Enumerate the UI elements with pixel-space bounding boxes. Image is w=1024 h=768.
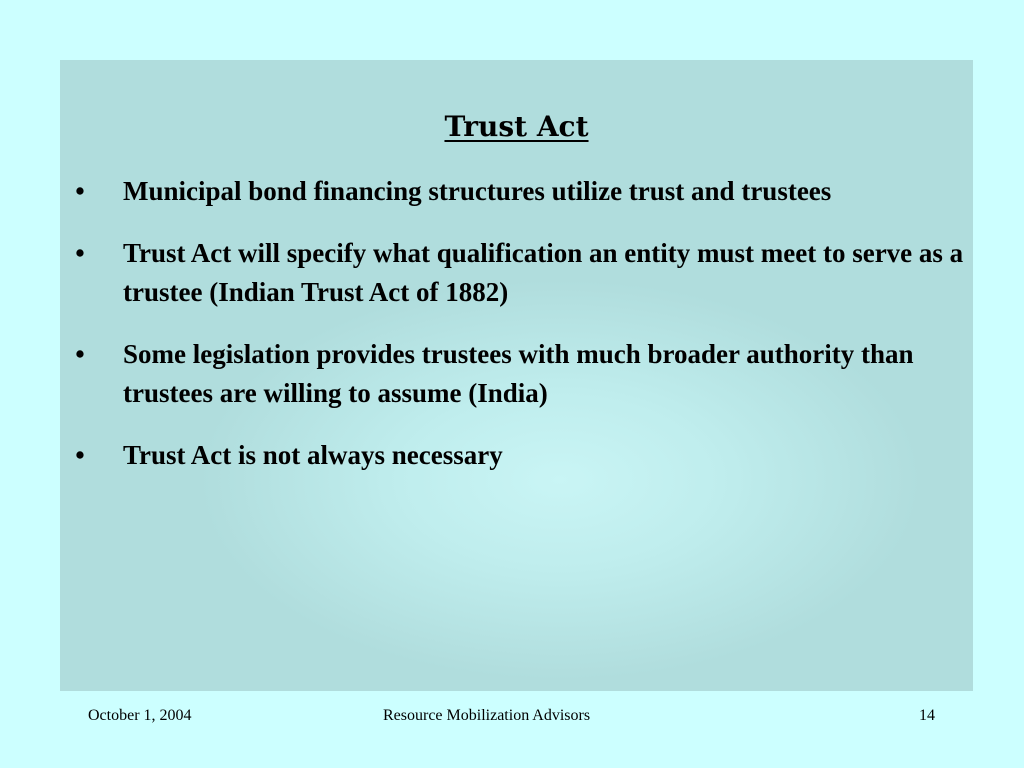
- footer-page-number: 14: [919, 707, 935, 724]
- slide-content-panel: [60, 60, 973, 691]
- footer-date: October 1, 2004: [88, 707, 192, 724]
- bullet-text: Trust Act will specify what qualification an entity must meet to serve as a trustee (Indian Trust Act of 1882): [123, 238, 964, 307]
- bullet-icon: •: [75, 440, 85, 470]
- bullet-icon: •: [75, 339, 85, 369]
- bullet-list: [60, 172, 973, 475]
- bullet-item: [60, 234, 973, 312]
- bullet-icon: •: [75, 176, 85, 206]
- slide-title: Trust Act: [444, 110, 589, 143]
- bullet-icon: •: [75, 238, 85, 268]
- bullet-text: Trust Act is not always necessary: [123, 440, 503, 470]
- bullet-text: Municipal bond financing structures utilize trust and trustees: [123, 176, 832, 206]
- bullet-item: [60, 335, 973, 413]
- bullet-item: [60, 436, 973, 475]
- bullet-text: Some legislation provides trustees with much broader authority than trustees are willing to assume (India): [123, 339, 914, 408]
- footer-organization: Resource Mobilization Advisors: [383, 707, 591, 724]
- bullet-item: [60, 172, 973, 211]
